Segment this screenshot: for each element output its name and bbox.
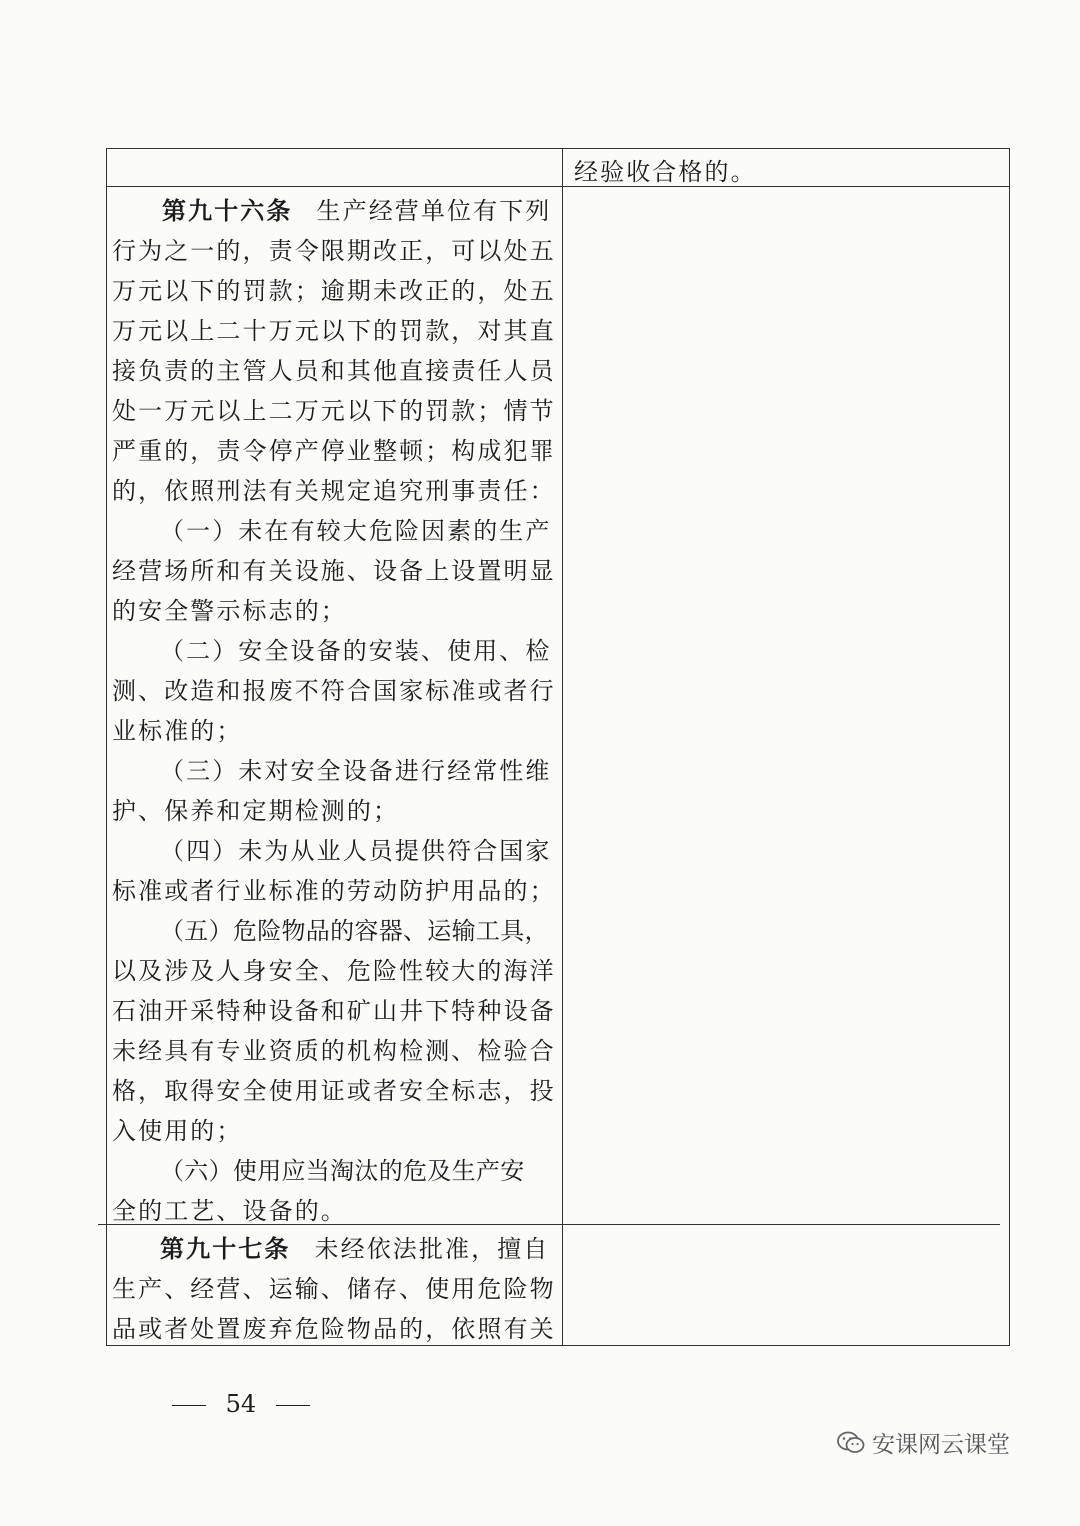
article-96-item-2: （二）安全设备的安装、使用、检 [160,637,552,665]
article-96-line-0: 第九十六条 生产经营单位有下列 [162,196,552,225]
article-96-item-1: （一）未在有较大危险因素的生产 [160,517,552,545]
article-96-line: 经营场所和有关设施、设备上设置明显 [112,557,556,585]
article-96-line: 以及涉及人身安全、危险性较大的海洋 [112,957,556,985]
article-96-item-6: （六）使用应当淘汰的危及生产安 [160,1157,525,1185]
article-96-item-4: （四）未为从业人员提供符合国家 [160,837,552,865]
article-97-line-0: 第九十七条 未经依法批准，擅自 [160,1234,550,1263]
article-96-line: 的，依照刑法有关规定追究刑事责任： [112,477,556,505]
article-96-line: 严重的，责令停产停业整顿；构成犯罪 [112,437,556,465]
article-96-line: 行为之一的，责令限期改正，可以处五 [112,237,556,265]
article-96-line: 入使用的； [112,1117,243,1145]
article-96-item-5: （五）危险物品的容器、运输工具， [160,917,549,945]
article-97-line: 品或者处置废弃危险物品的，依照有关 [112,1315,556,1343]
article-96-line: 处一万元以上二万元以下的罚款；情节 [112,397,556,425]
article-96-line: 接负责的主管人员和其他直接责任人员 [112,357,556,385]
article-96-line: 未经具有专业资质的机构检测、检验合 [112,1037,556,1065]
article-96-line: 护、保养和定期检测的； [112,797,400,825]
row1-right-text: 经验收合格的。 [574,158,757,186]
footer-dash-right [276,1405,310,1406]
page-footer [160,1390,322,1418]
watermark [836,1426,1010,1462]
article-97-line: 生产、经营、运输、储存、使用危险物 [112,1275,556,1303]
article-96-line: 标准或者行业标准的劳动防护用品的； [112,877,556,905]
watermark-text: 安课网云课堂 [872,1432,1010,1458]
article-96-line: 测、改造和报废不符合国家标准或者行 [112,677,556,705]
article-96-heading: 第九十六条 [162,196,293,225]
article-96-line: 业标准的； [112,717,243,745]
wechat-icon [836,1430,866,1462]
article-96-line: 万元以上二十万元以下的罚款，对其直 [112,317,556,345]
article-96-line: 石油开采特种设备和矿山井下特种设备 [112,997,556,1025]
article-96-item-3: （三）未对安全设备进行经常性维 [160,757,552,785]
row-divider [106,186,1010,187]
article-96-line: 全的工艺、设备的。 [112,1197,347,1225]
column-divider [562,148,563,1346]
article-96-line: 万元以下的罚款；逾期未改正的，处五 [112,277,556,305]
page-number: 54 [225,1390,257,1418]
footer-dash-left [172,1405,206,1406]
article-96-line: 的安全警示标志的； [112,597,347,625]
article-96-line: 格，取得安全使用证或者安全标志，投 [112,1077,556,1105]
article-97-heading: 第九十七条 [160,1234,291,1263]
